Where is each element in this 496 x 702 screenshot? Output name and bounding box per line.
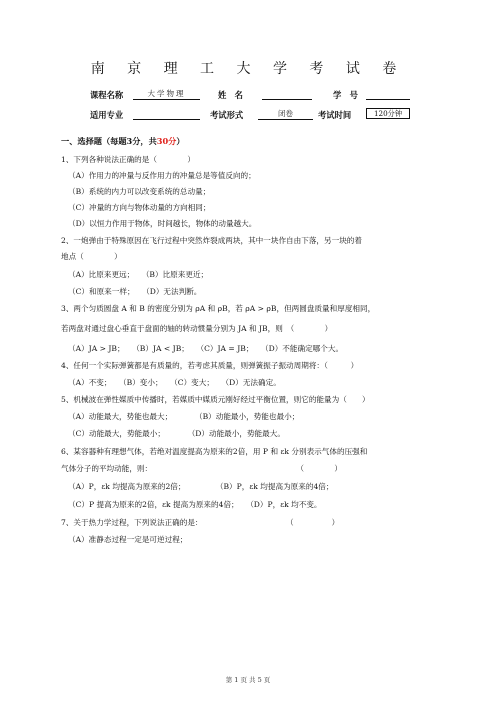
exam-title: 南 京 理 工 大 学 考 试 卷 — [90, 61, 406, 77]
question-line: 4、任何一个实际弹簧都是有质量的，若考虑其质量，则弹簧振子振动周期将：（ ） — [61, 361, 359, 370]
section-heading-suffix: ） — [176, 136, 185, 146]
question-line: （A）作用力的冲量与反作用力的冲量总是等值反向的； — [68, 171, 256, 180]
question-line: 若两盘对通过盘心垂直于盘面的轴的转动惯量分别为 JA 和 JB，则 （ ） — [61, 324, 333, 333]
question-line: （A）动能最大，势能也最大； （B）动能最小，势能也最小； — [68, 412, 300, 421]
exam-form-label: 考试形式 — [210, 110, 244, 120]
question-line: （A）JA > JB； （B）JA < JB； （C）JA = JB； （D）不能确定哪个大。 — [68, 344, 344, 353]
exam-form-value: 闭卷 — [278, 109, 293, 118]
major-field[interactable] — [133, 108, 200, 120]
course-value: 大学物理 — [147, 89, 186, 98]
section-heading-prefix: 一、选择题（每题3分，共 — [61, 136, 157, 146]
question-line: 1、下列各种说法正确的是（ ） — [61, 155, 195, 164]
question-line: 3、两个匀质圆盘 A 和 B 的密度分别为 ρA 和 ρB，若 ρA > ρB，但两圆盘质量和厚度相同， — [61, 304, 376, 313]
question-line: （D）以恒力作用于物体，时间越长，物体的动量越大。 — [68, 219, 257, 228]
question-line: （C）和原来一样； （D）无法判断。 — [68, 287, 202, 296]
question-line: 气体分子的平均动能，则： （ ） — [61, 464, 342, 473]
name-field[interactable] — [262, 88, 312, 100]
exam-time-label: 考试时间 — [318, 110, 352, 120]
course-field — [133, 88, 200, 100]
section-heading — [61, 136, 185, 147]
exam-time-field — [366, 108, 410, 119]
section-score: 30分 — [156, 136, 177, 146]
question-line: 5、机械波在弹性媒质中传播时，若媒质中媒质元刚好经过平衡位置，则它的能量为（ ） — [61, 395, 370, 404]
question-line: （A）P，εk 均提高为原来的2倍； （B）P，εk 均提高为原来的4倍； — [68, 482, 334, 491]
name-label: 姓 名 — [218, 90, 243, 100]
question-line: （C）P 提高为原来的2倍，εk 提高为原来的4倍； （D）P，εk 均不变。 — [68, 500, 322, 509]
question-line: 7、关于热力学过程，下列说法正确的是： （ ） — [61, 518, 340, 527]
question-line: （A）准静态过程一定是可逆过程； — [68, 535, 188, 544]
question-line: （A）不变； （B）变小； （C）变大； （D）无法确定。 — [68, 378, 281, 387]
question-line: 2、一炮弹由于特殊原因在飞行过程中突然炸裂成两块，其中一块作自由下落，另一块的着 — [61, 236, 362, 245]
student-id-label: 学 号 — [333, 90, 358, 100]
question-line: （A）比原来更远； （B）比原来更近； — [68, 270, 209, 279]
course-label: 课程名称 — [90, 90, 124, 100]
student-id-field[interactable] — [366, 88, 410, 100]
question-line: 6、某容器种有理想气体，若绝对温度提高为原来的2倍，用 P 和 εk 分别表示气体的压强和 — [61, 447, 368, 456]
page-footer: 第 1 页 共 5 页 — [225, 676, 271, 684]
question-line: （C）冲量的方向与物体动量的方向相同； — [68, 203, 211, 212]
question-line: （C）动能最大，势能最小； （D）动能最小，势能最大。 — [68, 429, 285, 438]
major-label: 适用专业 — [90, 110, 124, 120]
exam-time-value: 120分钟 — [373, 109, 403, 118]
question-line: 地点（ ） — [61, 252, 122, 261]
exam-form-field — [258, 108, 313, 120]
question-line: （B）系统的内力可以改变系统的总动量； — [68, 187, 211, 196]
